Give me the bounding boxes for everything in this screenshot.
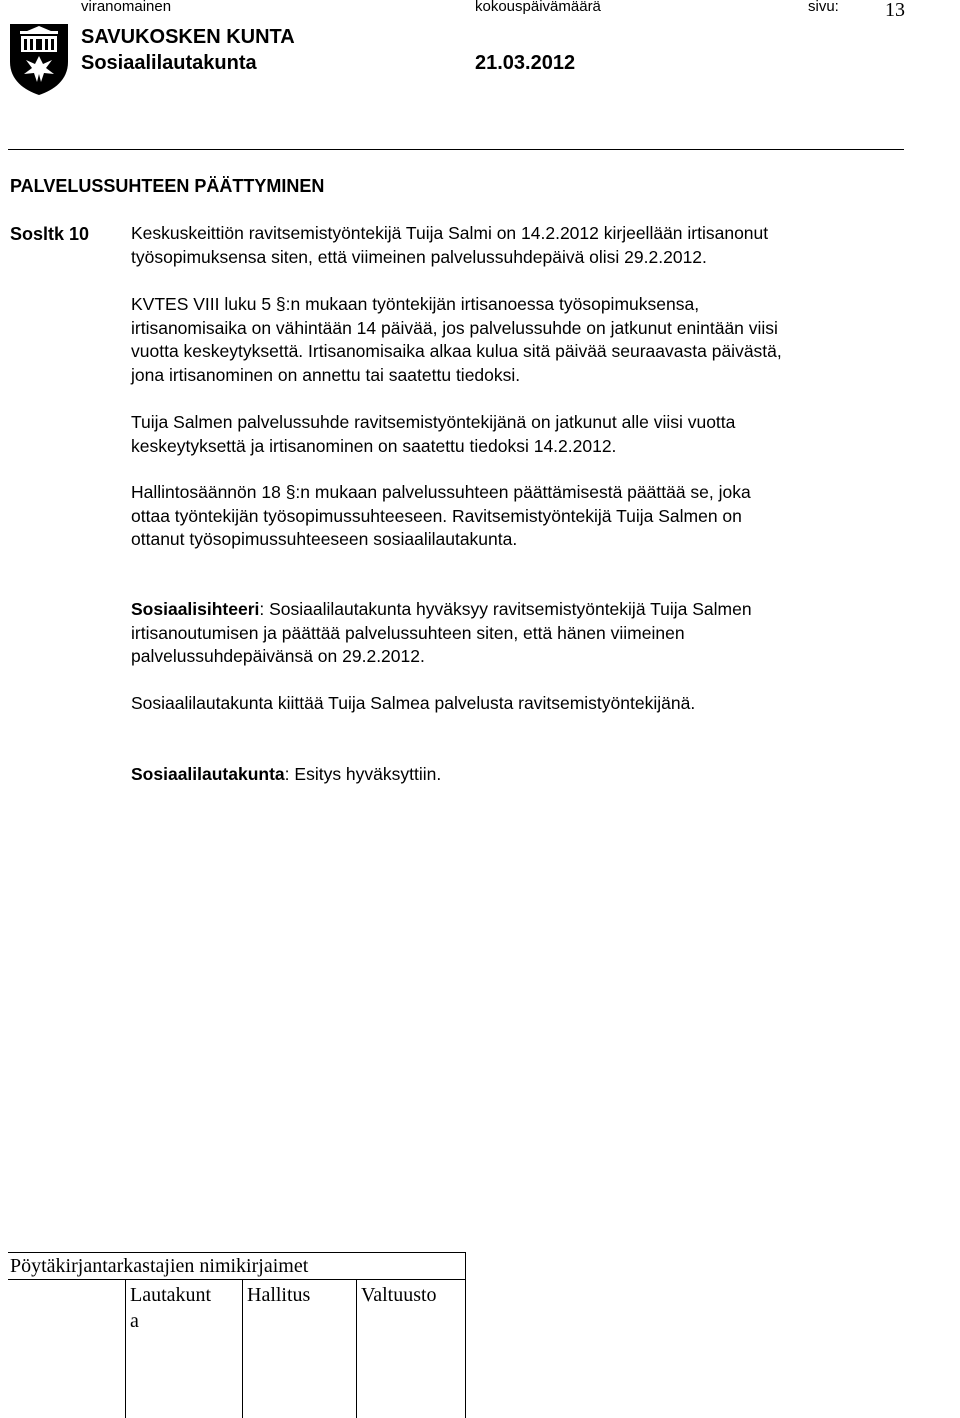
paragraph-resignation bbox=[131, 222, 911, 269]
case-id: Sosltk 10 bbox=[10, 223, 89, 245]
thanks-statement: Sosiaalilautakunta kiittää Tuija Salmea palvelusta ravitsemistyöntekijänä. bbox=[131, 692, 911, 716]
paragraph-line: ottanut työsopimussuhteeseen sosiaalilautakunta. bbox=[131, 528, 911, 552]
proposal-line: irtisanoutumisen ja päättää palvelussuhteen siten, että hänen viimeinen bbox=[131, 622, 911, 646]
proposal-label: Sosiaalisihteeri bbox=[131, 599, 259, 619]
proposal-text: : Sosiaalilautakunta hyväksyy ravitsemistyöntekijä Tuija Salmen bbox=[259, 599, 751, 619]
municipality-crest-icon bbox=[8, 22, 70, 96]
proposal-line: palvelussuhdepäivänsä on 29.2.2012. bbox=[131, 645, 911, 669]
decision bbox=[131, 763, 911, 787]
meeting-date: 21.03.2012 bbox=[475, 51, 575, 75]
paragraph-line: Tuija Salmen palvelussuhde ravitsemistyöntekijänä on jatkunut alle viisi vuotta bbox=[131, 411, 911, 435]
signature-cell-empty bbox=[8, 1280, 126, 1418]
paragraph-line: työsopimuksensa siten, että viimeinen palvelussuhdepäivä olisi 29.2.2012. bbox=[131, 246, 911, 270]
signature-initials-table bbox=[8, 1252, 466, 1418]
section-title: PALVELUSSUHTEEN PÄÄTTYMINEN bbox=[10, 175, 324, 197]
paragraph-line: keskeytyksettä ja irtisanominen on saatettu tiedoksi 14.2.2012. bbox=[131, 435, 911, 459]
paragraph-line: KVTES VIII luku 5 §:n mukaan työntekijän irtisanoessa työsopimuksensa, bbox=[131, 293, 911, 317]
paragraph-line: vuotta keskeytyksettä. Irtisanomisaika alkaa kulua sitä päivää seuraavasta päivästä, bbox=[131, 340, 911, 364]
decision-text: : Esitys hyväksyttiin. bbox=[285, 764, 442, 784]
paragraph-administrative-rule bbox=[131, 481, 911, 552]
signature-board-label: Hallitus bbox=[247, 1282, 352, 1308]
header-authority-label: viranomainen bbox=[81, 0, 171, 16]
header-page-number: 13 bbox=[885, 0, 905, 22]
municipality-name: SAVUKOSKEN KUNTA bbox=[81, 25, 295, 49]
signature-table-title: Pöytäkirjantarkastajien nimikirjaimet bbox=[8, 1253, 466, 1280]
paragraph-employment-duration bbox=[131, 411, 911, 458]
signature-committee-label-cont: a bbox=[130, 1308, 238, 1334]
signature-council-label: Valtuusto bbox=[361, 1282, 461, 1308]
header-meeting-date-label: kokouspäivämäärä bbox=[475, 0, 601, 16]
paragraph-notice-period bbox=[131, 293, 911, 387]
signature-cell-board bbox=[243, 1280, 357, 1418]
paragraph-line: ottaa työntekijän työsopimussuhteeseen. Ravitsemistyöntekijä Tuija Salmen on bbox=[131, 505, 911, 529]
proposal bbox=[131, 598, 911, 669]
paragraph-line: irtisanomisaika on vähintään 14 päivää, jos palvelussuhde on jatkunut enintään viisi bbox=[131, 317, 911, 341]
header-divider bbox=[8, 149, 904, 150]
signature-cell-committee bbox=[126, 1280, 243, 1418]
committee-name: Sosiaalilautakunta bbox=[81, 51, 257, 75]
paragraph-line: jona irtisanominen on annettu tai saatettu tiedoksi. bbox=[131, 364, 911, 388]
paragraph-line: Keskuskeittiön ravitsemistyöntekijä Tuija Salmi on 14.2.2012 kirjeellään irtisanonut bbox=[131, 222, 911, 246]
paragraph-line: Hallintosäännön 18 §:n mukaan palvelussuhteen päättämisestä päättää se, joka bbox=[131, 481, 911, 505]
decision-label: Sosiaalilautakunta bbox=[131, 764, 285, 784]
signature-committee-label: Lautakunt bbox=[130, 1282, 238, 1308]
header-page-label: sivu: bbox=[808, 0, 839, 16]
signature-cell-council bbox=[357, 1280, 466, 1418]
